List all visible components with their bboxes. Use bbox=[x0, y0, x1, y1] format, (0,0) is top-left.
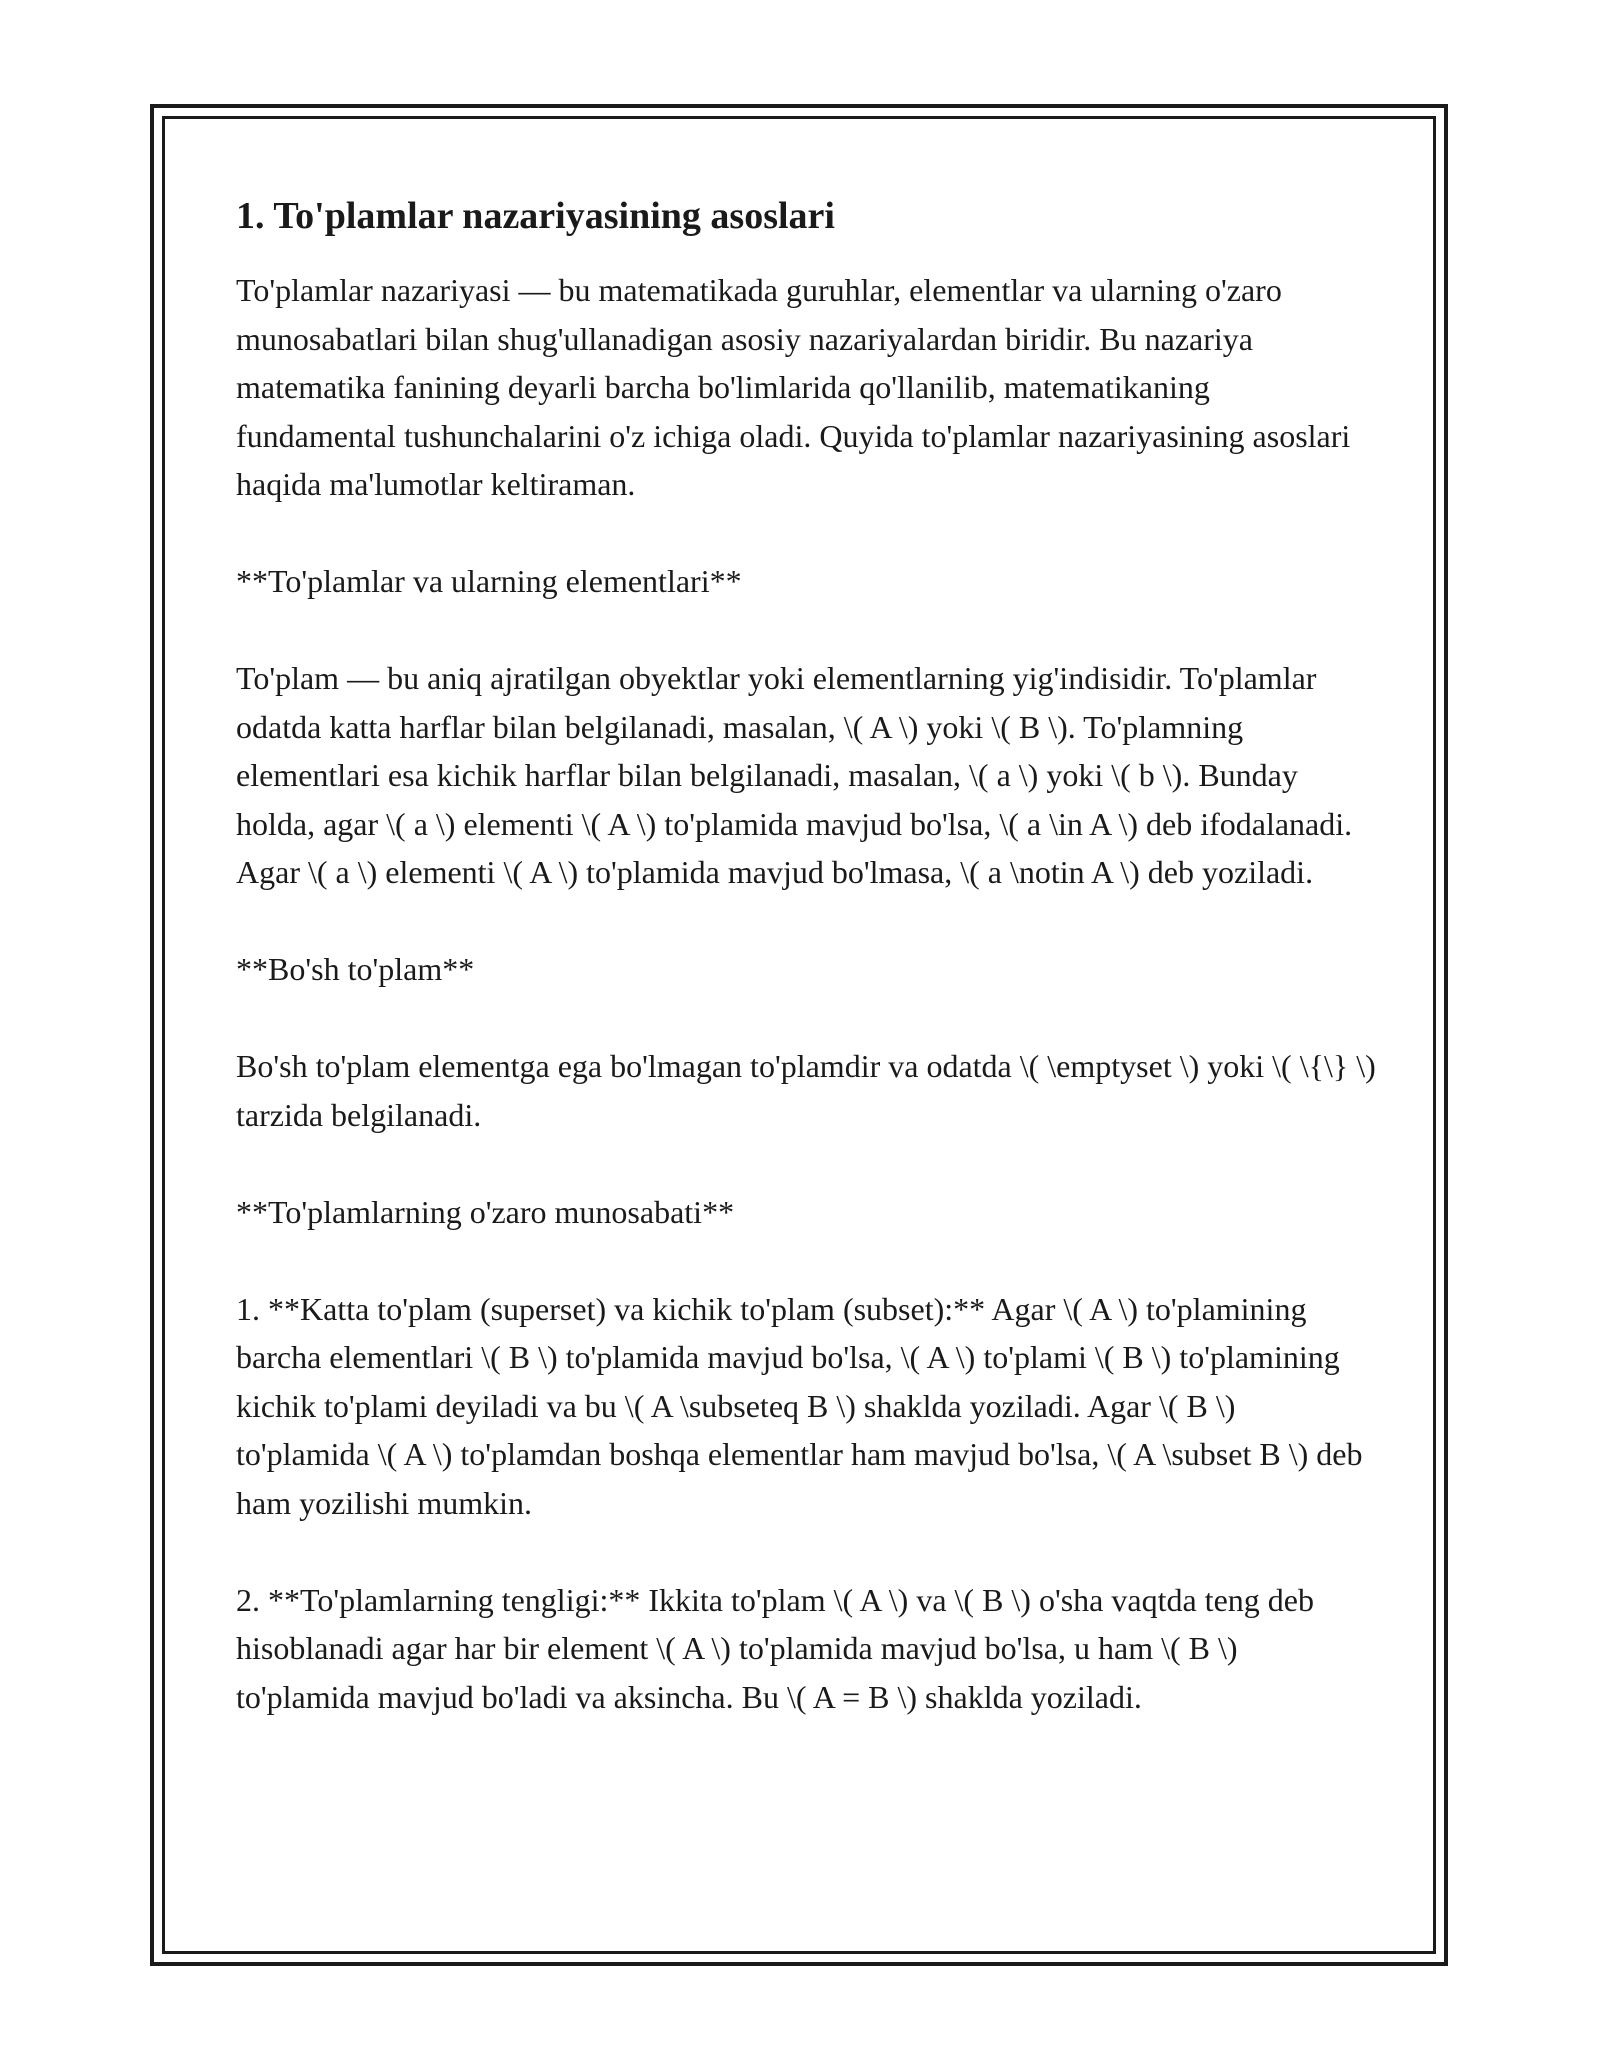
document-body bbox=[236, 182, 1376, 1770]
subheading-sets-and-elements: **To'plamlar va ularning elementlari** bbox=[236, 563, 742, 599]
intro-paragraph: To'plamlar nazariyasi — bu matematikada guruhlar, elementlar va ularning o'zaro munosabatlari bilan shug'ullanadigan asosiy nazariyalardan biridir. Bu nazariya matematika fanining deyarli barcha bo'limlarida qo'llanilib, matematikaning fundamental tushunchalarini o'z ichiga oladi. Quyida to'plamlar nazariyasining asoslari haqida ma'lumotlar keltiraman. bbox=[236, 272, 1351, 502]
empty-set-paragraph: Bo'sh to'plam elementga ega bo'lmagan to'plamdir va odatda \( \emptyset \) yoki \( \{\} \) tarzida belgilanadi. bbox=[236, 1048, 1376, 1133]
section-heading: 1. To'plamlar nazariyasining asoslari bbox=[236, 195, 835, 237]
sets-elements-paragraph: To'plam — bu aniq ajratilgan obyektlar yoki elementlarning yig'indisidir. To'plamlar odatda katta harflar bilan belgilanadi, masalan, \( A \) yoki \( B \). To'plamning elementlari esa kichik harflar bilan belgilanadi, masalan, \( a \) yoki \( b \). Bunday holda, agar \( a \) elementi \( A \) to'plamida mavjud bo'lsa, \( a \in A \) deb ifodalanadi. Agar \( a \) elementi \( A \) to'plamida mavjud bo'lmasa, \( a \notin A \) deb yoziladi. bbox=[236, 660, 1353, 890]
subheading-empty-set: **Bo'sh to'plam** bbox=[236, 951, 475, 987]
set-equality-paragraph: 2. **To'plamlarning tengligi:** Ikkita to'plam \( A \) va \( B \) o'sha vaqtda teng deb hisoblanadi agar har bir element \( A \) to'plamida mavjud bo'lsa, u ham \( B \) to'plamida mavjud bo'ladi va aksincha. Bu \( A = B \) shaklda yoziladi. bbox=[236, 1581, 1314, 1715]
subset-paragraph: 1. **Katta to'plam (superset) va kichik to'plam (subset):** Agar \( A \) to'plamining barcha elementlari \( B \) to'plamida mavjud bo'lsa, \( A \) to'plami \( B \) to'plamining kichik to'plami deyiladi va bu \( A \subseteq B \) shaklda yoziladi. Agar \( B \) to'plamida \( A \) to'plamdan boshqa elementlar ham mavjud bo'lsa, \( A \subset B \) deb ham yozilishi mumkin. bbox=[236, 1290, 1363, 1521]
subheading-set-relations: **To'plamlarning o'zaro munosabati** bbox=[236, 1193, 735, 1230]
